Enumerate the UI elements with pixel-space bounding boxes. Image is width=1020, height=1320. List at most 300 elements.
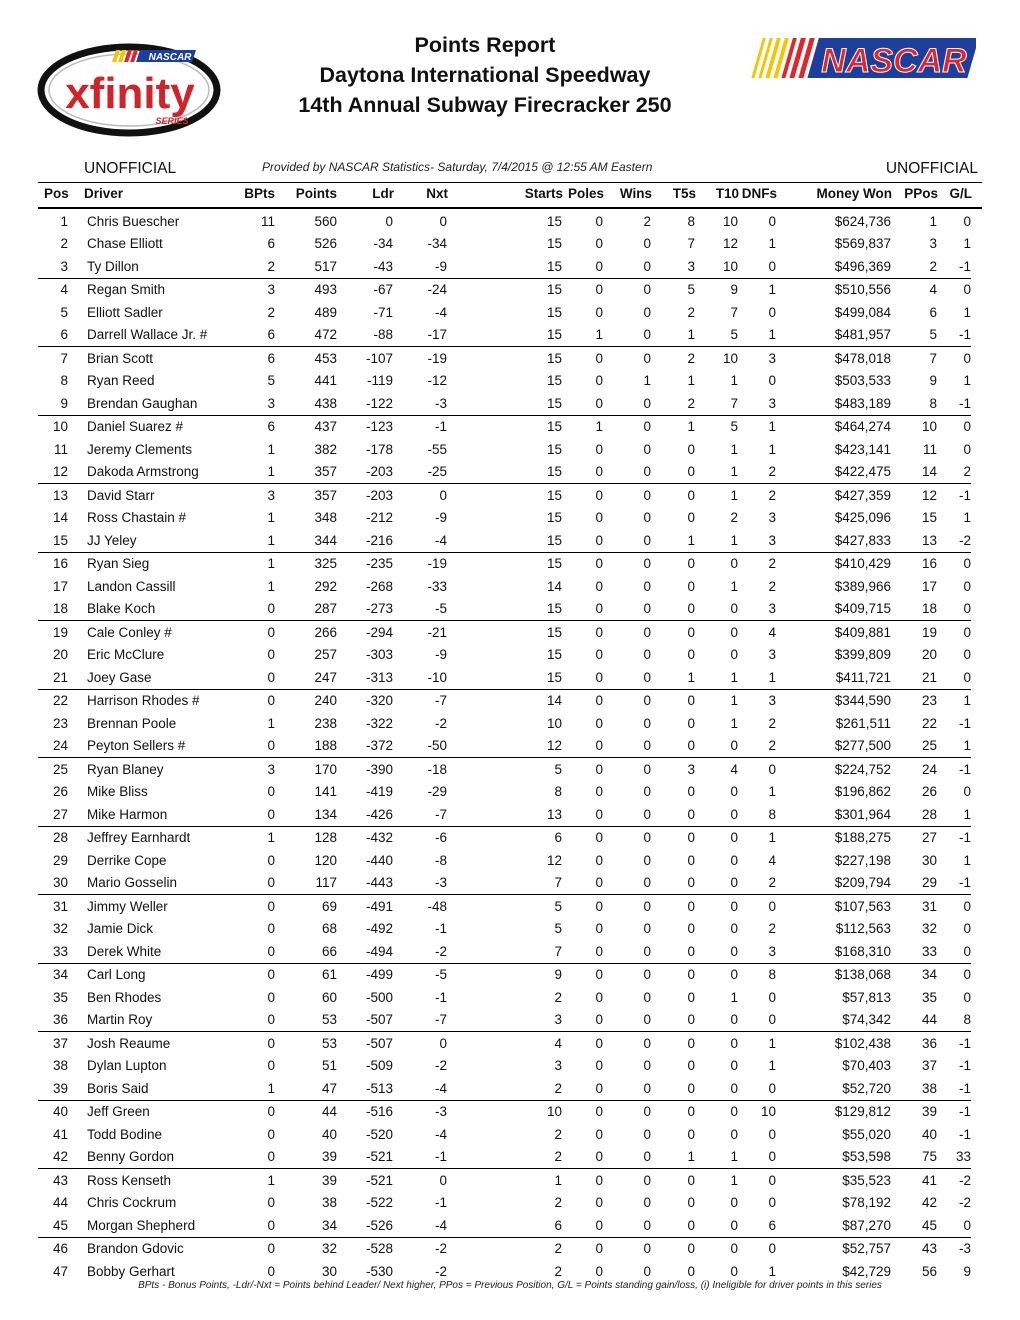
cell-money-won: $510,556 (834, 282, 891, 298)
cell-driver: Brian Scott (87, 350, 154, 366)
cell-driver: Elliott Sadler (87, 304, 163, 320)
cell-ldr: -499 (365, 967, 393, 983)
cell-driver: Jeffrey Earnhardt (87, 830, 191, 846)
cell-dnfs: 1 (768, 784, 776, 800)
table-row (0, 849, 1020, 872)
cell-t10: 4 (730, 761, 738, 777)
cell-gl: -1 (937, 324, 971, 347)
cell-money-won: $112,563 (835, 921, 891, 937)
cell-money-won: $70,403 (842, 1058, 891, 1074)
cell-points: 472 (275, 324, 337, 347)
cell-ldr: -522 (365, 1195, 393, 1211)
cell-bpts: 2 (237, 255, 275, 278)
cell-gl: -1 (937, 255, 971, 278)
cell-driver: Harrison Rhodes # (87, 693, 200, 709)
cell-driver: Ben Rhodes (87, 989, 162, 1005)
cell-t5s: 2 (687, 304, 695, 320)
cell-ldr: -432 (365, 830, 393, 846)
cell-wins: 0 (643, 441, 651, 457)
cell-nxt: -29 (427, 784, 447, 800)
table-row (0, 986, 1020, 1009)
cell-money-won: $478,018 (834, 350, 891, 366)
cell-wins: 0 (603, 803, 651, 826)
cell-pos: 33 (38, 940, 68, 963)
cell-t5s: 0 (651, 872, 695, 895)
cell-t10: 0 (695, 1214, 738, 1237)
cell-t10: 0 (695, 803, 738, 826)
col-header-pos: Pos (44, 186, 69, 201)
cell-pos: 7 (60, 350, 68, 366)
cell-poles: 0 (595, 898, 603, 914)
cell-driver: Chris Buescher (87, 213, 180, 229)
cell-starts: 15 (546, 441, 562, 457)
cell-dnfs: 10 (760, 1104, 776, 1120)
cell-ppos: 2 (891, 255, 937, 278)
cell-wins: 0 (603, 598, 651, 621)
report-title (250, 30, 720, 120)
cell-nxt: -6 (434, 830, 447, 846)
cell-money-won: $52,757 (842, 1241, 891, 1257)
col-header-money-won: Money Won (816, 186, 892, 201)
cell-t5s: 0 (651, 598, 695, 621)
table-row (0, 1009, 1020, 1032)
cell-pos: 8 (60, 373, 68, 389)
table-row (0, 370, 1020, 393)
cell-points: 238 (314, 715, 337, 731)
cell-t10: 1 (695, 529, 738, 552)
cell-ldr: -513 (337, 1077, 393, 1100)
cell-bpts: 0 (267, 1263, 275, 1279)
cell-ldr: -507 (365, 1035, 393, 1051)
cell-driver: Chase Elliott (87, 236, 163, 252)
cell-bpts: 1 (237, 461, 275, 484)
cell-pos: 5 (60, 304, 68, 320)
cell-ppos: 19 (921, 624, 937, 640)
cell-dnfs: 2 (768, 715, 776, 731)
cell-dnfs: 0 (768, 304, 776, 320)
cell-points: 257 (314, 647, 337, 663)
cell-wins: 1 (643, 373, 651, 389)
cell-dnfs: 8 (738, 803, 776, 826)
cell-starts: 6 (554, 830, 562, 846)
cell-bpts: 3 (267, 487, 275, 503)
cell-nxt: -2 (434, 1263, 447, 1279)
cell-driver: Martin Roy (87, 1009, 237, 1032)
table-row (0, 803, 1020, 826)
table-row (0, 1192, 1020, 1215)
cell-points: 47 (275, 1077, 337, 1100)
cell-bpts: 3 (267, 282, 275, 298)
cell-ldr: -322 (365, 715, 393, 731)
cell-bpts: 0 (237, 803, 275, 826)
cell-pos: 23 (52, 715, 68, 731)
cell-starts: 2 (554, 1263, 562, 1279)
cell-starts: 2 (447, 1146, 562, 1169)
cell-pos: 41 (52, 1126, 68, 1142)
cell-nxt: -7 (434, 693, 447, 709)
cell-pos: 21 (38, 666, 68, 689)
cell-gl: 0 (963, 624, 971, 640)
cell-wins: 0 (643, 989, 651, 1005)
cell-ldr: -123 (365, 419, 393, 435)
cell-ldr: -426 (337, 803, 393, 826)
cell-money-won: $52,720 (776, 1077, 891, 1100)
cell-money-won: $569,837 (834, 236, 891, 252)
col-header-bpts: BPts (244, 186, 275, 201)
table-row (0, 461, 1020, 484)
cell-t5s: 0 (687, 1195, 695, 1211)
cell-t5s: 0 (687, 898, 695, 914)
table-row (0, 347, 1020, 370)
cell-gl: 2 (937, 461, 971, 484)
cell-t5s: 0 (687, 1241, 695, 1257)
table-row (0, 895, 1020, 918)
cell-money-won: $42,729 (842, 1263, 891, 1279)
cell-dnfs: 2 (768, 556, 776, 572)
cell-pos: 18 (38, 598, 68, 621)
cell-driver: Cale Conley # (87, 624, 172, 640)
cell-money-won: $196,862 (834, 784, 891, 800)
cell-wins: 0 (643, 1104, 651, 1120)
table-row (0, 621, 1020, 644)
cell-ppos: 14 (891, 461, 937, 484)
cell-points: 39 (321, 1172, 337, 1188)
table-row (0, 781, 1020, 804)
cell-nxt: -1 (434, 419, 447, 435)
cell-t5s: 0 (687, 830, 695, 846)
cell-nxt: -9 (434, 647, 447, 663)
cell-wins: 0 (643, 1263, 651, 1279)
cell-t10: 5 (730, 419, 738, 435)
cell-pos: 29 (52, 852, 68, 868)
cell-ppos: 40 (921, 1126, 937, 1142)
cell-t5s: 0 (687, 624, 695, 640)
cell-dnfs: 0 (768, 1195, 776, 1211)
table-row (0, 1077, 1020, 1100)
cell-starts: 15 (447, 598, 562, 621)
cell-starts: 15 (546, 647, 562, 663)
cell-money-won: $503,533 (834, 373, 891, 389)
cell-t10: 0 (730, 1058, 738, 1074)
cell-points: 453 (314, 350, 337, 366)
cell-driver: David Starr (87, 487, 155, 503)
cell-t10: 0 (695, 940, 738, 963)
cell-t5s: 0 (687, 715, 695, 731)
cell-pos: 2 (60, 236, 68, 252)
cell-poles: 0 (595, 1195, 603, 1211)
cell-poles: 0 (595, 282, 603, 298)
cell-poles: 0 (595, 236, 603, 252)
cell-wins: 0 (603, 1077, 651, 1100)
cell-bpts: 0 (267, 1104, 275, 1120)
cell-t5s: 0 (651, 1009, 695, 1032)
cell-nxt: -4 (393, 529, 447, 552)
cell-starts: 15 (546, 624, 562, 640)
cell-nxt: -55 (427, 441, 447, 457)
table-row (0, 484, 1020, 507)
cell-poles: 0 (595, 510, 603, 526)
cell-money-won: $102,438 (834, 1035, 891, 1051)
cell-wins: 0 (603, 1146, 651, 1169)
cell-nxt: -17 (393, 324, 447, 347)
cell-driver: Joey Gase (87, 666, 237, 689)
cell-poles: 0 (562, 255, 603, 278)
cell-wins: 0 (643, 830, 651, 846)
cell-t5s: 0 (651, 940, 695, 963)
table-row (0, 233, 1020, 256)
cell-points: 66 (275, 940, 337, 963)
cell-ppos: 42 (921, 1195, 937, 1211)
cell-bpts: 0 (237, 598, 275, 621)
cell-nxt: -3 (393, 392, 447, 415)
cell-points: 30 (321, 1263, 337, 1279)
cell-dnfs: 2 (738, 872, 776, 895)
cell-points: 51 (321, 1058, 337, 1074)
cell-poles: 0 (595, 693, 603, 709)
cell-dnfs: 1 (768, 1263, 776, 1279)
cell-bpts: 0 (267, 1035, 275, 1051)
cell-wins: 2 (643, 213, 651, 229)
unofficial-label-right: UNOFFICIAL (885, 160, 978, 177)
cell-poles: 0 (562, 392, 603, 415)
cell-t10: 0 (730, 1195, 738, 1211)
cell-driver: Boris Said (87, 1077, 237, 1100)
cell-pos: 26 (52, 784, 68, 800)
cell-money-won: $53,598 (776, 1146, 891, 1169)
cell-wins: 0 (643, 236, 651, 252)
cell-dnfs: 1 (768, 282, 776, 298)
cell-driver: Dylan Lupton (87, 1058, 167, 1074)
cell-money-won: $389,966 (834, 578, 891, 594)
cell-dnfs: 3 (738, 392, 776, 415)
cell-points: 69 (321, 898, 337, 914)
cell-t10: 9 (730, 282, 738, 298)
cell-pos: 9 (38, 392, 68, 415)
cell-bpts: 0 (267, 1195, 275, 1211)
cell-money-won: $35,523 (842, 1172, 891, 1188)
cell-pos: 39 (38, 1077, 68, 1100)
cell-poles: 0 (562, 872, 603, 895)
cell-ppos: 4 (929, 282, 937, 298)
cell-points: 188 (275, 735, 337, 758)
cell-driver: Todd Bodine (87, 1126, 163, 1142)
cell-poles: 0 (595, 304, 603, 320)
cell-bpts: 0 (267, 921, 275, 937)
cell-driver: Ryan Blaney (87, 761, 164, 777)
cell-nxt: -18 (427, 761, 447, 777)
cell-starts: 4 (554, 1035, 562, 1051)
cell-poles: 0 (595, 989, 603, 1005)
table-row (0, 324, 1020, 347)
cell-wins: 0 (643, 1058, 651, 1074)
cell-dnfs: 0 (768, 373, 776, 389)
cell-driver: Jamie Dick (87, 921, 154, 937)
cell-dnfs: 3 (768, 647, 776, 663)
cell-t10: 1 (730, 715, 738, 731)
cell-dnfs: 3 (738, 529, 776, 552)
cell-poles: 1 (595, 419, 603, 435)
cell-ldr: -235 (365, 556, 393, 572)
cell-money-won: $277,500 (776, 735, 891, 758)
cell-points: 526 (314, 236, 337, 252)
cell-points: 68 (321, 921, 337, 937)
cell-driver: Daniel Suarez # (87, 419, 184, 435)
cell-bpts: 1 (267, 830, 275, 846)
cell-wins: 0 (603, 940, 651, 963)
cell-ldr: -216 (337, 529, 393, 552)
cell-points: 44 (321, 1104, 337, 1120)
cell-ldr: -530 (365, 1263, 393, 1279)
cell-starts: 2 (554, 1241, 562, 1257)
cell-nxt: -12 (427, 373, 447, 389)
cell-pos: 4 (60, 282, 68, 298)
cell-poles: 0 (595, 1058, 603, 1074)
cell-dnfs: 3 (768, 510, 776, 526)
cell-gl: 9 (963, 1263, 971, 1279)
cell-driver: Regan Smith (87, 282, 166, 298)
cell-pos: 31 (52, 898, 68, 914)
cell-dnfs: 0 (738, 1009, 776, 1032)
cell-ldr: -294 (365, 624, 393, 640)
cell-t5s: 0 (687, 921, 695, 937)
col-header-wins: Wins (619, 186, 652, 201)
cell-wins: 0 (643, 852, 651, 868)
cell-t5s: 0 (687, 1126, 695, 1142)
cell-ppos: 7 (929, 350, 937, 366)
cell-driver: JJ Yeley (87, 529, 237, 552)
cell-ppos: 28 (891, 803, 937, 826)
cell-starts: 2 (447, 1077, 562, 1100)
cell-bpts: 0 (267, 1126, 275, 1142)
cell-ldr: -320 (365, 693, 393, 709)
cell-t10: 7 (730, 304, 738, 320)
cell-ldr: -313 (337, 666, 393, 689)
cell-driver: Peyton Sellers # (87, 735, 237, 758)
cell-ppos: 38 (891, 1077, 937, 1100)
table-row (0, 963, 1020, 986)
cell-pos: 44 (52, 1195, 68, 1211)
points-table-body (0, 210, 1020, 1283)
cell-pos: 22 (52, 693, 68, 709)
cell-driver: Benny Gordon (87, 1146, 237, 1169)
cell-driver: Ross Kenseth (87, 1172, 172, 1188)
cell-money-won: $624,736 (834, 213, 891, 229)
cell-bpts: 0 (237, 1214, 275, 1237)
cell-money-won: $261,511 (835, 715, 891, 731)
cell-ldr: -500 (365, 989, 393, 1005)
cell-money-won: $107,563 (834, 898, 891, 914)
cell-nxt: -34 (427, 236, 447, 252)
cell-dnfs: 2 (768, 921, 776, 937)
cell-wins: 0 (603, 392, 651, 415)
cell-ppos: 75 (891, 1146, 937, 1169)
cell-ldr: -268 (365, 578, 393, 594)
cell-t5s: 0 (687, 1035, 695, 1051)
cell-dnfs: 3 (738, 940, 776, 963)
cell-dnfs: 0 (738, 1077, 776, 1100)
cell-ppos: 10 (921, 419, 937, 435)
cell-nxt: -2 (434, 1241, 447, 1257)
cell-bpts: 0 (237, 1146, 275, 1169)
cell-t5s: 0 (651, 461, 695, 484)
cell-ldr: -491 (365, 898, 393, 914)
cell-nxt: 0 (439, 1172, 447, 1188)
cell-starts: 5 (554, 921, 562, 937)
table-row (0, 438, 1020, 461)
cell-wins: 0 (603, 529, 651, 552)
col-header-ldr: Ldr (372, 186, 394, 201)
cell-t5s: 0 (687, 556, 695, 572)
cell-pos: 24 (38, 735, 68, 758)
cell-money-won: $423,141 (834, 441, 891, 457)
cell-poles: 0 (595, 921, 603, 937)
xfinity-series-logo (36, 40, 222, 138)
cell-wins: 0 (603, 872, 651, 895)
cell-poles: 0 (562, 461, 603, 484)
cell-ppos: 5 (891, 324, 937, 347)
cell-points: 517 (275, 255, 337, 278)
cell-money-won: $399,809 (834, 647, 891, 663)
provided-by-line: Provided by NASCAR Statistics- Saturday, 7/4/2015 @ 12:55 AM Eastern (262, 160, 653, 174)
cell-nxt: 0 (439, 1035, 447, 1051)
cell-starts: 2 (554, 1126, 562, 1142)
cell-ldr: -521 (337, 1146, 393, 1169)
cell-ldr: -107 (365, 350, 393, 366)
cell-starts: 14 (546, 578, 562, 594)
cell-t5s: 1 (687, 373, 695, 389)
cell-nxt: -7 (393, 1009, 447, 1032)
cell-wins: 0 (603, 461, 651, 484)
cell-t5s: 0 (687, 989, 695, 1005)
cell-t5s: 1 (651, 324, 695, 347)
cell-gl: -1 (958, 1104, 971, 1120)
cell-pos: 32 (52, 921, 68, 937)
xfinity-logo-word: xfinity (65, 69, 195, 118)
cell-gl: -1 (958, 761, 971, 777)
cell-poles: 0 (595, 578, 603, 594)
table-row (0, 392, 1020, 415)
cell-t10: 0 (730, 784, 738, 800)
cell-points: 325 (314, 556, 337, 572)
table-row (0, 575, 1020, 598)
cell-gl: 0 (963, 350, 971, 366)
cell-points: 34 (275, 1214, 337, 1237)
cell-poles: 0 (562, 735, 603, 758)
cell-starts: 10 (546, 715, 562, 731)
cell-points: 266 (314, 624, 337, 640)
cell-money-won: $344,590 (834, 693, 891, 709)
cell-money-won: $168,310 (776, 940, 891, 963)
cell-ldr: -303 (365, 647, 393, 663)
cell-gl: -1 (937, 872, 971, 895)
cell-t5s: 0 (687, 487, 695, 503)
cell-ppos: 43 (921, 1241, 937, 1257)
cell-ppos: 44 (891, 1009, 937, 1032)
cell-pos: 1 (60, 213, 68, 229)
cell-dnfs: 6 (738, 1214, 776, 1237)
cell-starts: 2 (554, 1195, 562, 1211)
cell-bpts: 0 (267, 784, 275, 800)
cell-dnfs: 2 (768, 578, 776, 594)
cell-poles: 0 (595, 1172, 603, 1188)
cell-points: 357 (275, 461, 337, 484)
cell-starts: 15 (447, 666, 562, 689)
cell-starts: 3 (447, 1009, 562, 1032)
cell-t5s: 0 (687, 1172, 695, 1188)
cell-ldr: -521 (365, 1172, 393, 1188)
cell-gl: 8 (937, 1009, 971, 1032)
cell-nxt: -1 (434, 1195, 447, 1211)
